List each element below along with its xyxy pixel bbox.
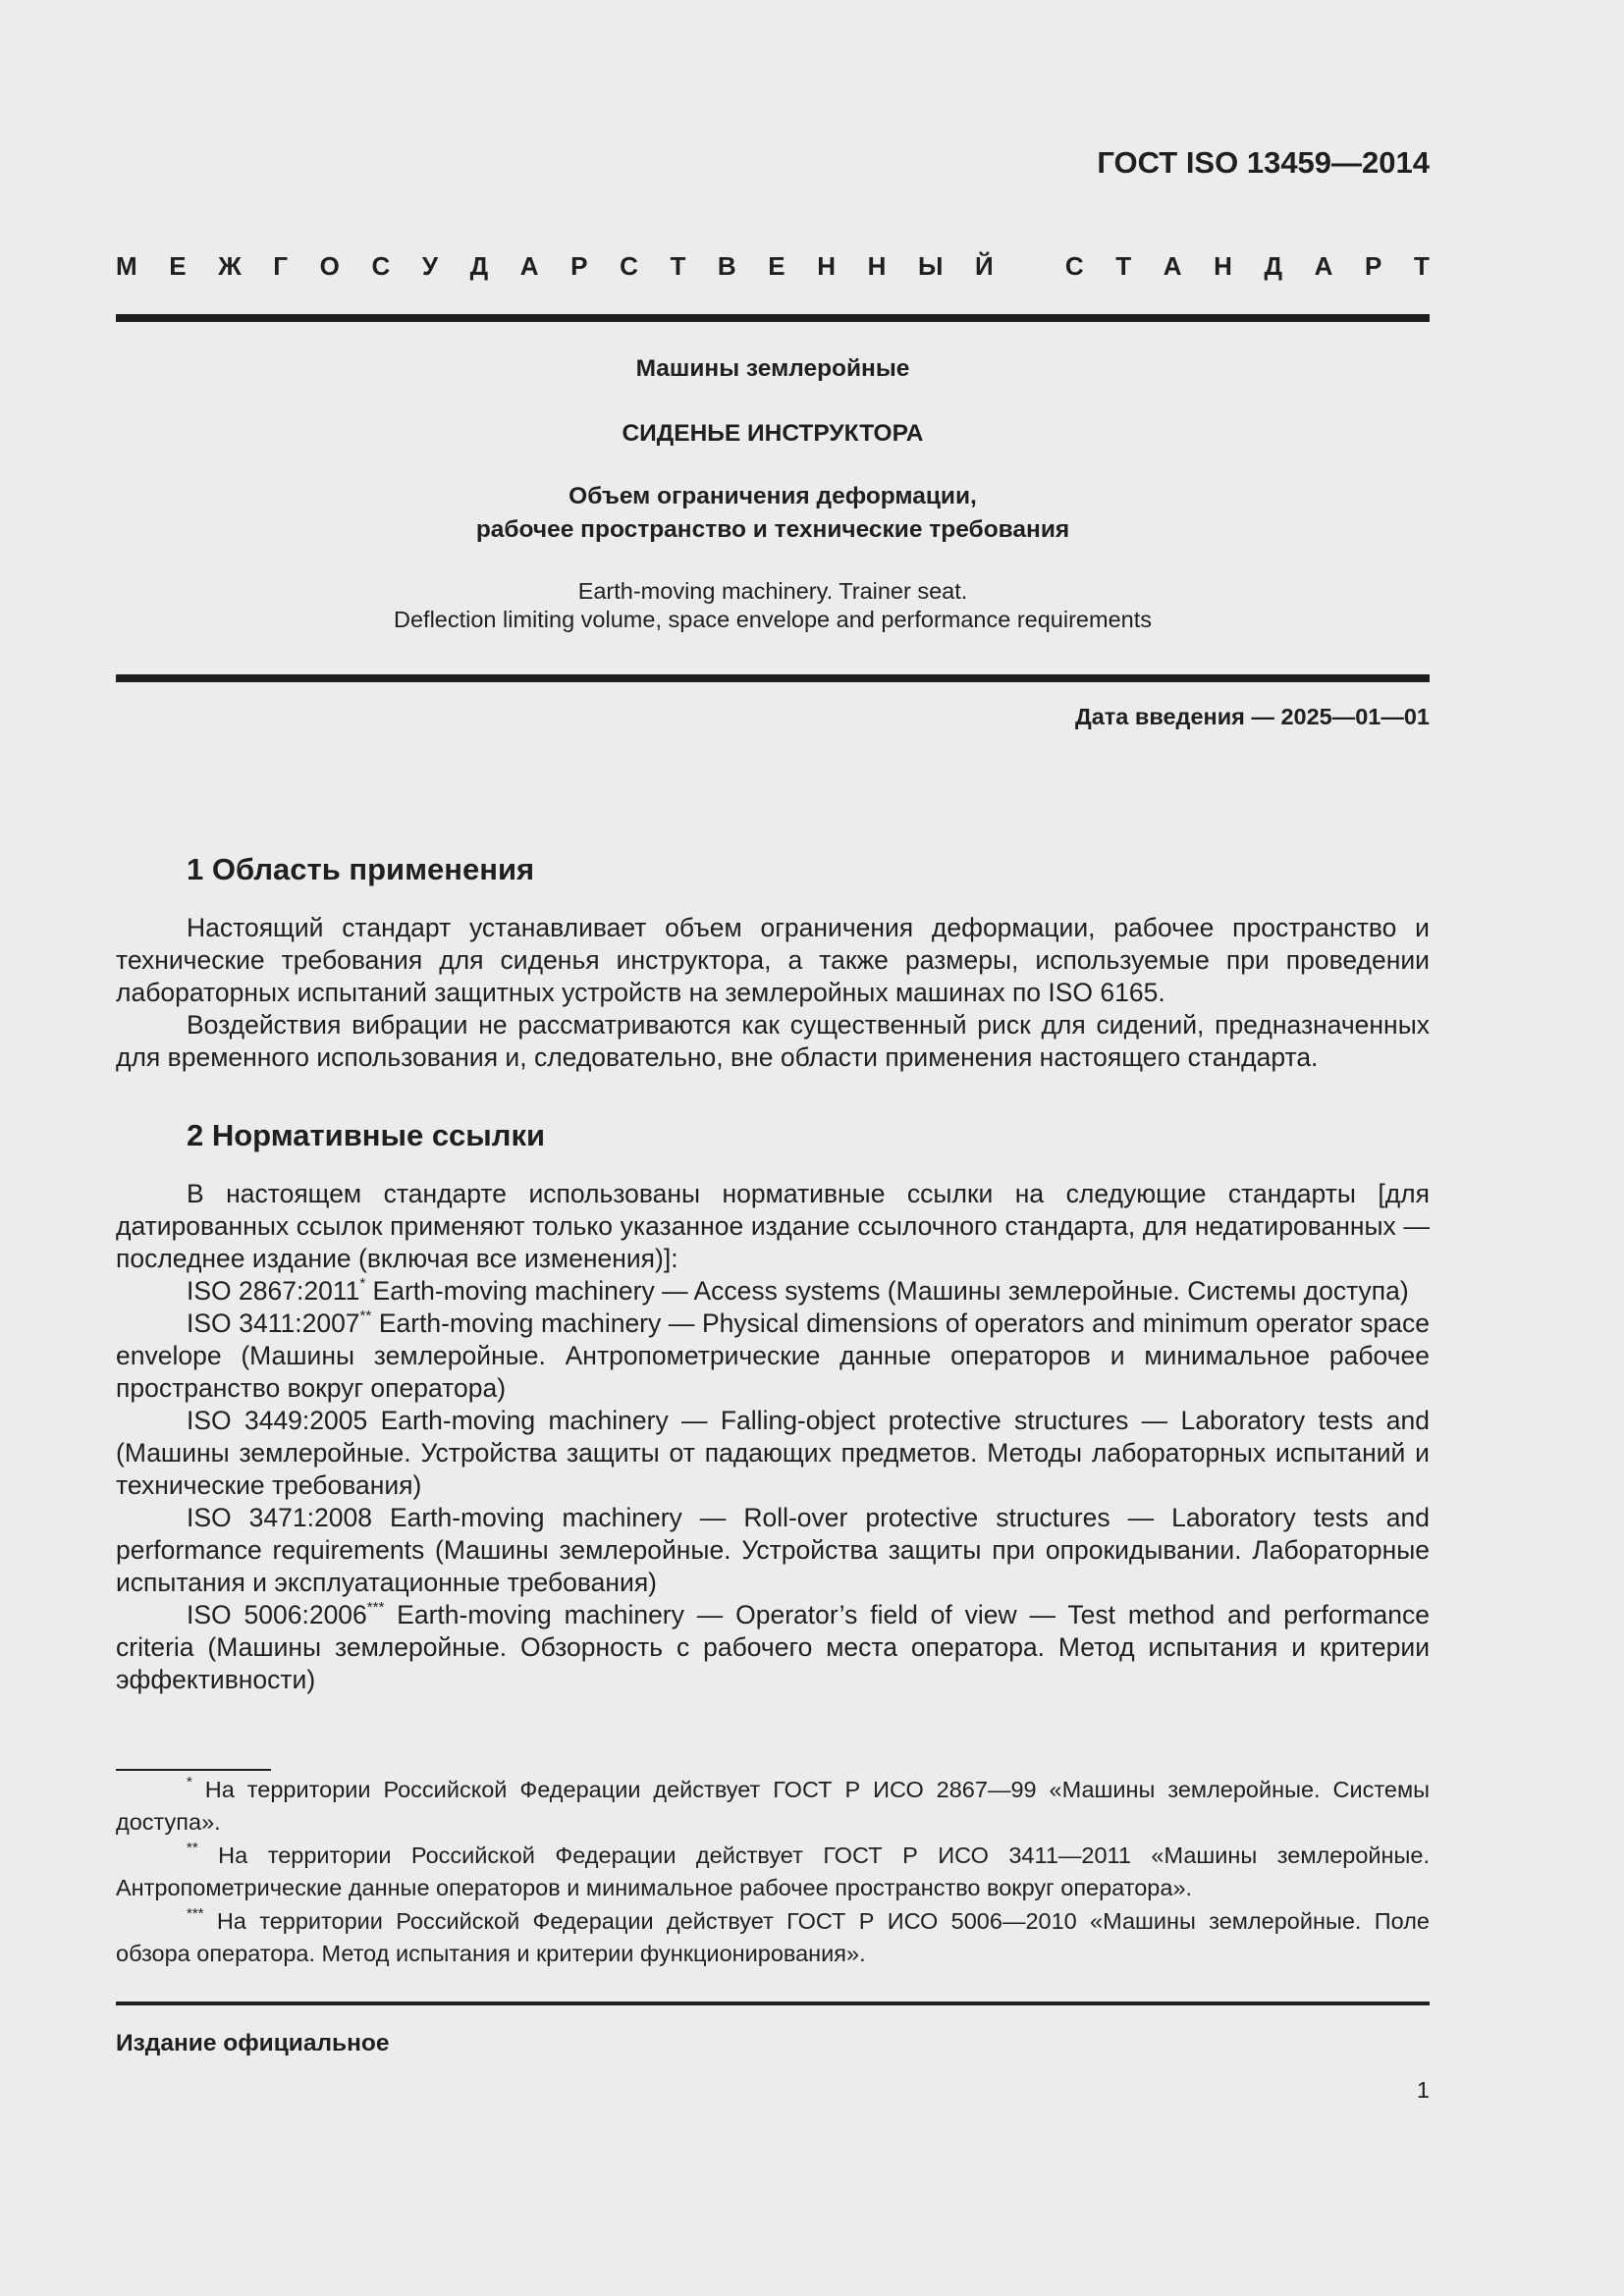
reference-code: ISO 3449:2005 bbox=[187, 1406, 368, 1435]
letter: Т bbox=[1115, 251, 1132, 281]
letter: А bbox=[519, 251, 539, 281]
introduction-date: Дата введения — 2025—01—01 bbox=[1074, 704, 1430, 729]
title-sub-line2: рабочее пространство и технические требования bbox=[475, 516, 1070, 543]
document-code: ГОСТ ISO 13459—2014 bbox=[1097, 145, 1430, 180]
header-rule-top bbox=[116, 314, 1430, 322]
title-english-line2: Deflection limiting volume, space envelope and performance requirements bbox=[394, 607, 1152, 632]
footnote-mark: ** bbox=[187, 1840, 198, 1857]
title-english-line1: Earth-moving machinery. Trainer seat. bbox=[577, 578, 968, 604]
section-2-body bbox=[116, 1178, 1430, 1696]
word-gap bbox=[1025, 251, 1033, 282]
reference-code: ISO 2867:2011 bbox=[187, 1276, 360, 1306]
footnote-mark: ** bbox=[359, 1308, 372, 1325]
title-main: СИДЕНЬЕ ИНСТРУКТОРА bbox=[622, 420, 924, 447]
paragraph: В настоящем стандарте использованы нормативные ссылки на следующие стандарты [для датированных ссылок применяют только указанное издание ссылочного стандарта, для недатированных — последнее издание (включая все изменения)]: bbox=[116, 1179, 1430, 1273]
letter: Д bbox=[1264, 251, 1283, 281]
letter: М bbox=[116, 251, 137, 281]
letter: У bbox=[421, 251, 439, 281]
title-sub-line1: Объем ограничения деформации, bbox=[568, 483, 977, 509]
standard-type-heading bbox=[116, 251, 1430, 282]
page-number: 1 bbox=[1416, 2077, 1430, 2103]
reference-text: Earth-moving machinery — Access systems (Машины землеройные. Системы доступа) bbox=[365, 1276, 1409, 1306]
letter: Е bbox=[169, 251, 187, 281]
footnote-separator bbox=[116, 1769, 271, 1771]
footnote-mark: *** bbox=[366, 1599, 385, 1617]
letter: Р bbox=[1365, 251, 1382, 281]
section-1-body bbox=[116, 912, 1430, 1074]
letter: Г bbox=[273, 251, 289, 281]
reference-code: ISO 3411:2007 bbox=[187, 1308, 360, 1338]
letter: О bbox=[319, 251, 340, 281]
footnote bbox=[116, 1840, 1430, 1904]
paragraph: Настоящий стандарт устанавливает объем ограничения деформации, рабочее пространство и технические требования для сиденья инструктора, а также размеры, используемые при проведении лабораторных испытаний защитных устройств на землеройных машинах по ISO 6165. bbox=[116, 913, 1430, 1007]
footnote bbox=[116, 1905, 1430, 1970]
footnote-mark: * bbox=[359, 1275, 366, 1293]
letter: Ы bbox=[917, 251, 944, 281]
reference-item bbox=[116, 1502, 1430, 1599]
letter: А bbox=[1314, 251, 1333, 281]
letter: Ж bbox=[218, 251, 242, 281]
letter: Н bbox=[867, 251, 887, 281]
reference-text: Earth-moving machinery — Physical dimensions of operators and minimum operator space envelope (Машины землеройные. Антропометрические данные операторов и минимальное рабочее пространство вокруг оператора) bbox=[116, 1308, 1430, 1403]
reference-text: Earth-moving machinery — Roll-over protective structures — Laboratory tests and performance requirements (Машины землеройные. Устройства защиты при опрокидывании. Лабораторные испытания и эксплуатационные требования) bbox=[116, 1503, 1431, 1597]
letter: В bbox=[717, 251, 736, 281]
letter: Е bbox=[768, 251, 785, 281]
reference-code: ISO 3471:2008 bbox=[187, 1503, 372, 1532]
letter: Т bbox=[1413, 251, 1430, 281]
reference-item bbox=[116, 1308, 1430, 1405]
letter: Н bbox=[817, 251, 837, 281]
letter: Т bbox=[670, 251, 686, 281]
reference-item bbox=[116, 1599, 1430, 1696]
reference-item bbox=[116, 1405, 1430, 1502]
letter: С bbox=[620, 251, 638, 281]
title-group-name: Машины землеройные bbox=[635, 355, 910, 382]
reference-item bbox=[116, 1275, 1430, 1308]
letter: Р bbox=[570, 251, 588, 281]
reference-text: Earth-moving machinery — Falling-object protective structures — Laboratory tests and (Машины землеройные. Устройства защиты от падающих предметов. Методы лабораторных испытаний и технические требования) bbox=[116, 1406, 1431, 1500]
section-2-heading: 2 Нормативные ссылки bbox=[187, 1118, 546, 1152]
header-rule-bottom bbox=[116, 674, 1430, 682]
footnote bbox=[116, 1774, 1430, 1839]
reference-text: Earth-moving machinery — Operator’s field of view — Test method and performance criteria (Машины землеройные. Обзорность с рабочего места оператора. Метод испытания и критерии эффективности) bbox=[116, 1600, 1430, 1694]
footnotes bbox=[116, 1774, 1430, 1971]
letter: Д bbox=[469, 251, 489, 281]
edition-label: Издание официальное bbox=[116, 2030, 390, 2056]
footer-rule bbox=[116, 2002, 1430, 2005]
letter: А bbox=[1163, 251, 1182, 281]
letter: Й bbox=[975, 251, 994, 281]
footnote-text: На территории Российской Федерации действует ГОСТ Р ИСО 2867—99 «Машины землеройные. Системы доступа». bbox=[116, 1777, 1430, 1835]
footnote-text: На территории Российской Федерации действует ГОСТ Р ИСО 5006—2010 «Машины землеройные. Поле обзора оператора. Метод испытания и критерии функционирования». bbox=[116, 1908, 1430, 1966]
letter: С bbox=[371, 251, 391, 281]
paragraph: Воздействия вибрации не рассматриваются как существенный риск для сидений, предназначенных для временного использования и, следовательно, вне области применения настоящего стандарта. bbox=[116, 1010, 1430, 1072]
footnote-mark: * bbox=[187, 1774, 192, 1791]
footnote-text: На территории Российской Федерации действует ГОСТ Р ИСО 3411—2011 «Машины землеройные. Антропометрические данные операторов и минимальное рабочее пространство вокруг оператора». bbox=[116, 1842, 1430, 1900]
footnote-mark: *** bbox=[187, 1905, 204, 1923]
reference-code: ISO 5006:2006 bbox=[187, 1600, 367, 1629]
letter: Н bbox=[1214, 251, 1232, 281]
letter: С bbox=[1064, 251, 1084, 281]
section-1-heading: 1 Область применения bbox=[187, 852, 535, 886]
